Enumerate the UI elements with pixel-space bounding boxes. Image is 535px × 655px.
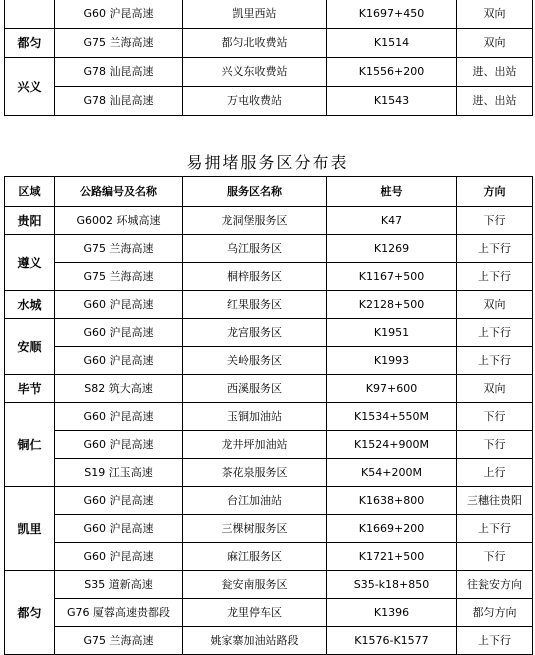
table-row — [5, 599, 533, 627]
region-cell: 毕节 — [5, 375, 55, 403]
direction-cell: 双向 — [457, 291, 533, 319]
direction-cell: 上下行 — [457, 235, 533, 263]
direction-cell: 下行 — [457, 207, 533, 235]
road-cell: G76 厦蓉高速贵都段 — [55, 599, 183, 627]
stake-cell: S35-k18+850 — [327, 571, 457, 599]
direction-cell: 上下行 — [457, 319, 533, 347]
region-cell: 都匀 — [5, 29, 55, 58]
stake-cell: K1721+500 — [327, 543, 457, 571]
direction-cell: 三穗往贵阳 — [457, 487, 533, 515]
road-cell: G60 沪昆高速 — [55, 0, 183, 29]
area-cell: 龙宫服务区 — [183, 319, 327, 347]
road-cell: G60 沪昆高速 — [55, 403, 183, 431]
area-cell: 龙洞堡服务区 — [183, 207, 327, 235]
direction-cell: 上行 — [457, 459, 533, 487]
road-cell: G75 兰海高速 — [55, 627, 183, 655]
stake-cell: K2128+500 — [327, 291, 457, 319]
header-region: 区域 — [5, 177, 55, 207]
table-title: 易拥堵服务区分布表 — [186, 153, 349, 172]
region-cell: 遵义 — [5, 235, 55, 291]
header-row — [5, 177, 533, 207]
area-cell: 龙井坪加油站 — [183, 431, 327, 459]
stake-cell: K1556+200 — [327, 58, 457, 87]
region-cell: 安顺 — [5, 319, 55, 375]
header-area: 服务区名称 — [183, 177, 327, 207]
area-cell: 玉铜加油站 — [183, 403, 327, 431]
table-row — [5, 263, 533, 291]
region-cell: 兴义 — [5, 58, 55, 116]
direction-cell: 下行 — [457, 543, 533, 571]
direction-cell: 上下行 — [457, 263, 533, 291]
direction-cell: 上下行 — [457, 515, 533, 543]
area-cell: 姚家寨加油站路段 — [183, 627, 327, 655]
road-cell: S35 道新高速 — [55, 571, 183, 599]
direction-cell: 下行 — [457, 403, 533, 431]
road-cell: G60 沪昆高速 — [55, 515, 183, 543]
area-cell: 台江加油站 — [183, 487, 327, 515]
stake-cell: K1524+900M — [327, 431, 457, 459]
road-cell: G60 沪昆高速 — [55, 291, 183, 319]
station-cell: 兴义东收费站 — [183, 58, 327, 87]
region-cell: 贵阳 — [5, 207, 55, 235]
table-row — [5, 459, 533, 487]
road-cell: G60 沪昆高速 — [55, 319, 183, 347]
area-cell: 关岭服务区 — [183, 347, 327, 375]
station-cell: 都匀北收费站 — [183, 29, 327, 58]
road-cell: G78 汕昆高速 — [55, 87, 183, 116]
table-row — [5, 375, 533, 403]
table-row — [5, 319, 533, 347]
stake-cell: K1669+200 — [327, 515, 457, 543]
road-cell: G60 沪昆高速 — [55, 487, 183, 515]
header-road: 公路编号及名称 — [55, 177, 183, 207]
road-cell: G60 沪昆高速 — [55, 543, 183, 571]
header-direction: 方向 — [457, 177, 533, 207]
table-row — [5, 487, 533, 515]
road-cell: G78 汕昆高速 — [55, 58, 183, 87]
area-cell: 桐梓服务区 — [183, 263, 327, 291]
road-cell: G75 兰海高速 — [55, 263, 183, 291]
road-cell: G60 沪昆高速 — [55, 347, 183, 375]
region-cell: 都匀 — [5, 571, 55, 655]
area-cell: 乌江服务区 — [183, 235, 327, 263]
stake-cell: K1951 — [327, 319, 457, 347]
table-row — [5, 571, 533, 599]
direction-cell: 进、出站 — [457, 58, 533, 87]
stake-cell: K1396 — [327, 599, 457, 627]
table-row — [5, 403, 533, 431]
table-row — [5, 347, 533, 375]
area-cell: 西溪服务区 — [183, 375, 327, 403]
stake-cell: K1638+800 — [327, 487, 457, 515]
area-cell: 三棵树服务区 — [183, 515, 327, 543]
table-row — [5, 87, 533, 116]
area-cell: 茶花泉服务区 — [183, 459, 327, 487]
service-area-table — [4, 176, 533, 655]
area-cell: 麻江服务区 — [183, 543, 327, 571]
table-row — [5, 29, 533, 58]
table-row — [5, 543, 533, 571]
direction-cell: 双向 — [457, 375, 533, 403]
direction-cell: 上下行 — [457, 627, 533, 655]
stake-cell: K47 — [327, 207, 457, 235]
road-cell: G75 兰海高速 — [55, 235, 183, 263]
region-cell: 铜仁 — [5, 403, 55, 487]
table-row — [5, 627, 533, 655]
stake-cell: K54+200M — [327, 459, 457, 487]
table-row — [5, 431, 533, 459]
stake-cell: K1576-K1577 — [327, 627, 457, 655]
road-cell: S82 筑大高速 — [55, 375, 183, 403]
direction-cell: 进、出站 — [457, 87, 533, 116]
stake-cell: K1534+550M — [327, 403, 457, 431]
stake-cell: K1543 — [327, 87, 457, 116]
road-cell: G60 沪昆高速 — [55, 431, 183, 459]
table-row — [5, 235, 533, 263]
stake-cell: K1167+500 — [327, 263, 457, 291]
toll-station-table — [4, 0, 533, 116]
region-cell — [5, 0, 55, 29]
table-row — [5, 291, 533, 319]
area-cell: 瓮安南服务区 — [183, 571, 327, 599]
stake-cell: K97+600 — [327, 375, 457, 403]
direction-cell: 双向 — [457, 0, 533, 29]
stake-cell: K1514 — [327, 29, 457, 58]
header-stake: 桩号 — [327, 177, 457, 207]
area-cell: 红果服务区 — [183, 291, 327, 319]
table-row — [5, 58, 533, 87]
station-cell: 万屯收费站 — [183, 87, 327, 116]
table-row — [5, 207, 533, 235]
region-cell: 凯里 — [5, 487, 55, 571]
table-row — [5, 0, 533, 29]
stake-cell: K1269 — [327, 235, 457, 263]
region-cell: 水城 — [5, 291, 55, 319]
road-cell: G6002 环城高速 — [55, 207, 183, 235]
direction-cell: 都匀方向 — [457, 599, 533, 627]
direction-cell: 双向 — [457, 29, 533, 58]
station-cell: 凯里西站 — [183, 0, 327, 29]
stake-cell: K1993 — [327, 347, 457, 375]
direction-cell: 上下行 — [457, 347, 533, 375]
direction-cell: 下行 — [457, 431, 533, 459]
area-cell: 龙里停车区 — [183, 599, 327, 627]
stake-cell: K1697+450 — [327, 0, 457, 29]
road-cell: G75 兰海高速 — [55, 29, 183, 58]
direction-cell: 往瓮安方向 — [457, 571, 533, 599]
road-cell: S19 江玉高速 — [55, 459, 183, 487]
table-row — [5, 515, 533, 543]
